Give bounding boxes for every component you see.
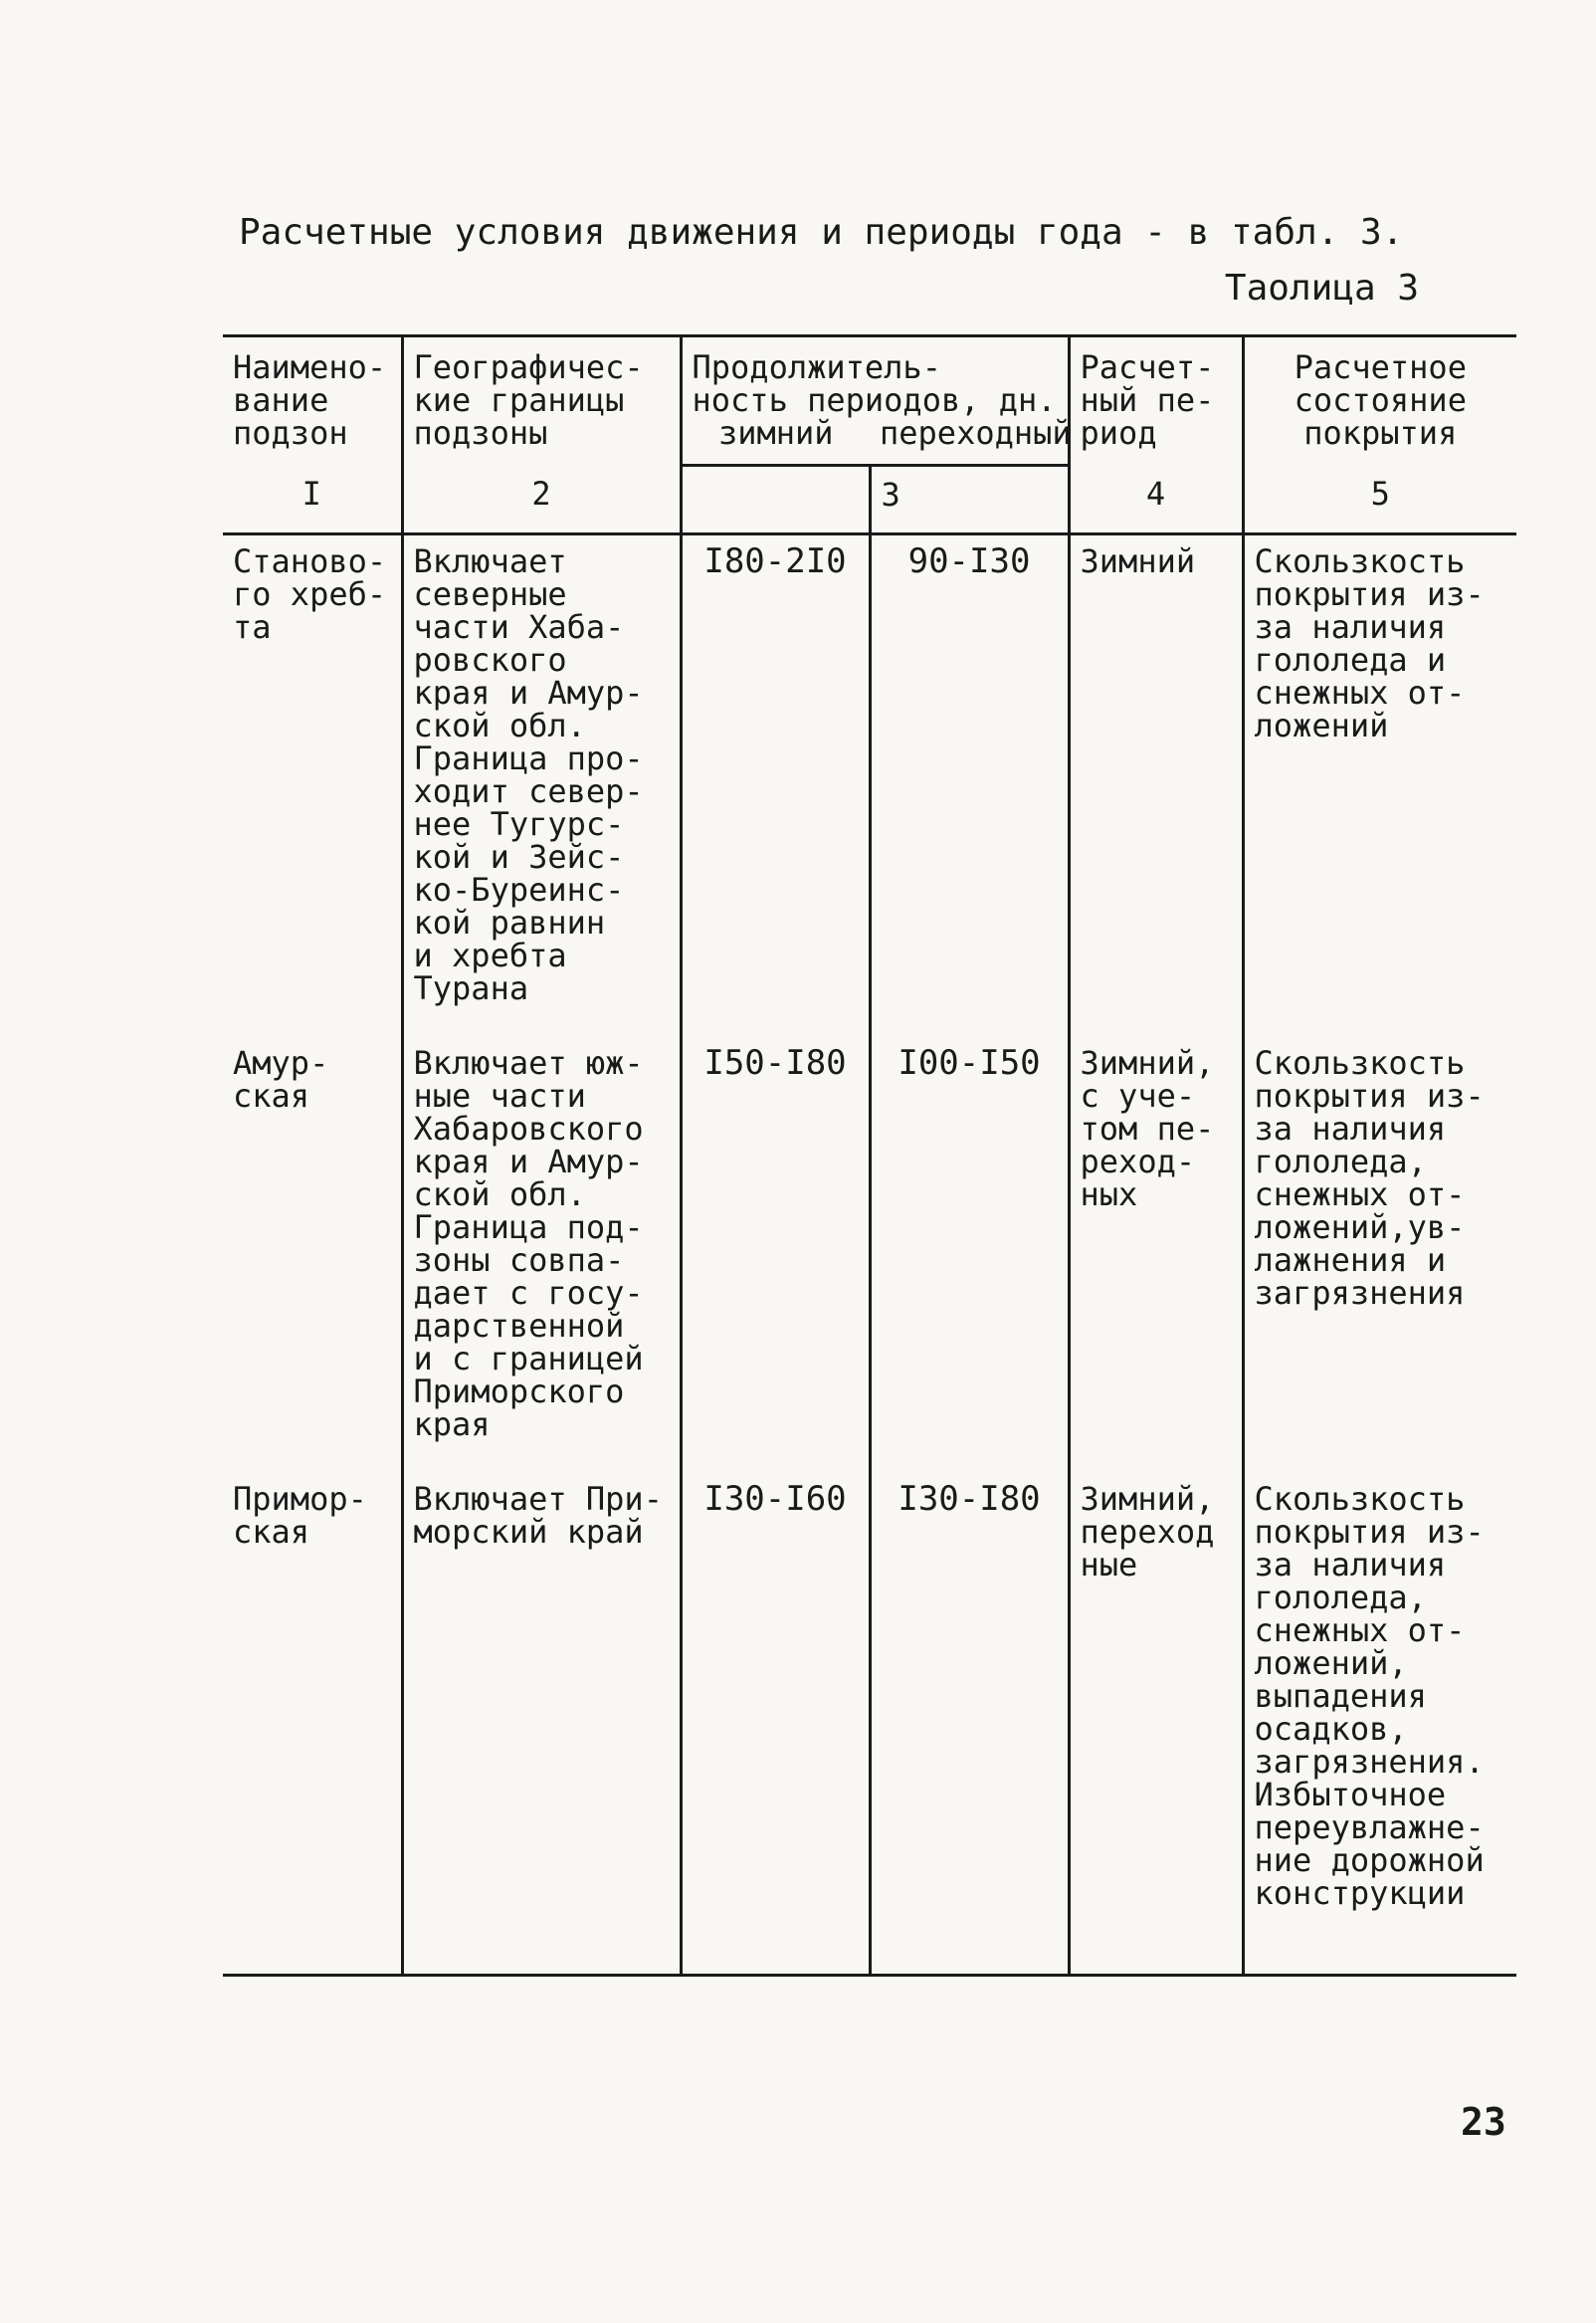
- cell-surface-state: Скользкость покрытия из- за наличия гололеда и снежных от- ложений: [1243, 534, 1516, 1038]
- intro-text: Расчетные условия движения и периоды года - в табл. 3.: [239, 212, 1404, 253]
- cell-transitional-days: I00-I50: [870, 1037, 1069, 1473]
- header-geo-bounds: Географичес- кие границы подзоны: [402, 336, 681, 466]
- header-transitional: переходный: [870, 417, 1069, 466]
- column-number: I: [223, 466, 402, 534]
- cell-surface-state: Скользкость покрытия из- за наличия гололеда, снежных от- ложений,ув- лажнения и загрязнения: [1243, 1037, 1516, 1473]
- table-title: Таолица 3: [1224, 268, 1419, 309]
- cell-surface-state: Скользкость покрытия из- за наличия гололеда, снежных от- ложений, выпадения осадков, загрязнения. Избыточное переувлажне- ние дорожной конструкции: [1243, 1473, 1516, 1976]
- cell-winter-days: I80-2I0: [681, 534, 870, 1038]
- cell-geo-bounds: Включает северные части Хаба- ровского края и Амур- ской обл. Граница про- ходит север- нее Тугурс- кой и Зейс- ко-Буреинс- кой равнин и хребта Турана: [402, 534, 681, 1038]
- subzone-table: [223, 334, 1516, 1977]
- header-design-period: Расчет- ный пе- риод: [1069, 336, 1243, 466]
- column-number: 2: [402, 466, 681, 534]
- cell-winter-days: I30-I60: [681, 1473, 870, 1976]
- page-number: 23: [1461, 2100, 1506, 2144]
- column-number: 4: [1069, 466, 1243, 534]
- table-row: [223, 1473, 1516, 1976]
- header-winter: зимний: [681, 417, 870, 466]
- cell-winter-days: I50-I80: [681, 1037, 870, 1473]
- cell-design-period: Зимний, переход ные: [1069, 1473, 1243, 1976]
- cell-subzone: Станово- го хреб- та: [223, 534, 402, 1038]
- cell-transitional-days: 90-I30: [870, 534, 1069, 1038]
- column-number: [681, 466, 870, 534]
- table-row: [223, 534, 1516, 1038]
- cell-subzone: Амур- ская: [223, 1037, 402, 1473]
- header-duration: Продолжитель- ность периодов, дн.: [681, 336, 1069, 418]
- column-number: 3: [870, 466, 1069, 534]
- header-subzone: Наимено- вание подзон: [223, 336, 402, 466]
- column-number: 5: [1243, 466, 1516, 534]
- cell-transitional-days: I30-I80: [870, 1473, 1069, 1976]
- cell-geo-bounds: Включает При- морский край: [402, 1473, 681, 1976]
- cell-design-period: Зимний: [1069, 534, 1243, 1038]
- cell-design-period: Зимний, с уче- том пе- реход- ных: [1069, 1037, 1243, 1473]
- cell-geo-bounds: Включает юж- ные части Хабаровского края и Амур- ской обл. Граница под- зоны совпа- дает с госу- дарственной и с границей Приморского края: [402, 1037, 681, 1473]
- table-row: [223, 1037, 1516, 1473]
- header-surface-state: Расчетное состояние покрытия: [1243, 336, 1516, 466]
- cell-subzone: Примор- ская: [223, 1473, 402, 1976]
